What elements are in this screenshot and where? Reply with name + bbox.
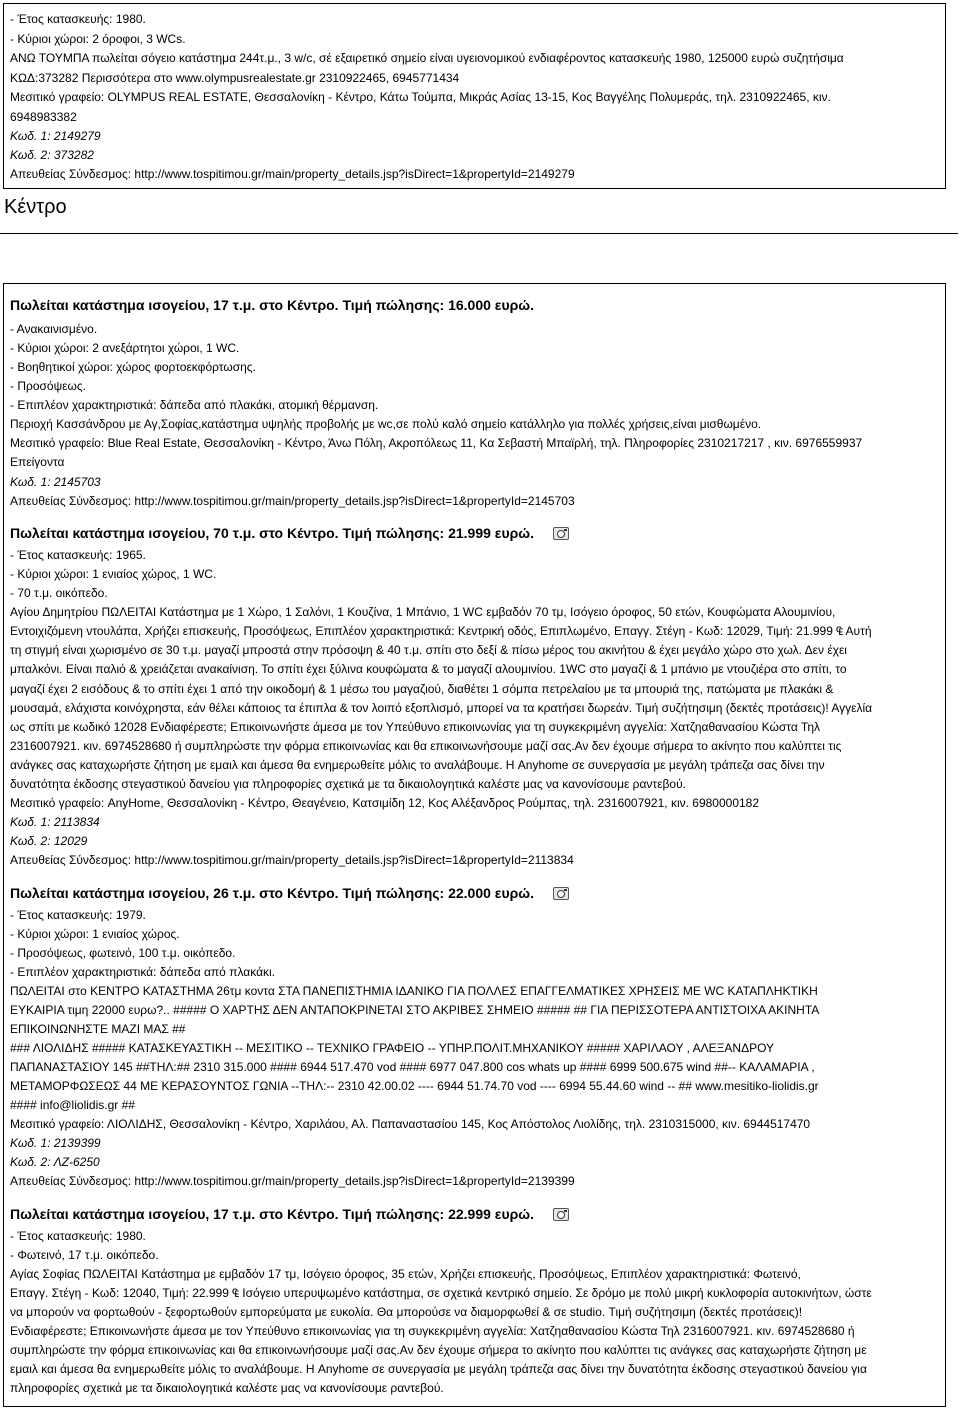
camera-icon[interactable] [553,1208,569,1221]
text-line: - Ανακαινισμένο. [10,322,98,336]
text-line: - Επιπλέον χαρακτηριστικά: δάπεδα από πλακάκι, ατομική θέρμανση. [10,398,379,412]
listing-title: Πωλείται κατάστημα ισογείου, 70 τ.μ. στο Κέντρο. Τιμή πώλησης: 21.999 ευρώ. [10,525,534,541]
direct-link[interactable]: Απευθείας Σύνδεσμος: http://www.tospitimou.gr/main/property_details.jsp?isDirect=1&propertyId=2139399 [10,1174,575,1188]
text-line: ΜΕΤΑΜΟΡΦΩΣΕΩΣ 44 ΜΕ ΚΕΡΑΣΟΥΝΤΟΣ ΓΩΝΙΑ --ΤΗΛ:-- 2310 42.00.02 ---- 6944 51.74.70 vod ---- 6994 55.44.60 wind -- ## www.mesitiko-liolidis.gr [10,1079,819,1093]
listing-title: Πωλείται κατάστημα ισογείου, 26 τ.μ. στο Κέντρο. Τιμή πώλησης: 22.000 ευρώ. [10,885,534,901]
code-1: Κωδ. 1: 2145703 [10,475,101,489]
text-line: - Επιπλέον χαρακτηριστικά: δάπεδα από πλακάκι. [10,965,276,979]
text-line: ΕΠΙΚΟΙΝΩΝΗΣΤΕ ΜΑΖΙ ΜΑΣ ## [10,1022,186,1036]
text-line: μουσαμά, ελάχιστα κοινόχρηστα, εάν θέλει κάποιος τα έπιπλα & τον λοιπό εξοπλισμό, μπορεί να τα κρατήσει δωρεάν. Τιμή συζήτησιμη (δεκτές προτάσεις)! Αγγελία [10,701,873,715]
agency-line: Μεσιτικό γραφείο: OLYMPUS REAL ESTATE, Θεσσαλονίκη - Κέντρο, Κάτω Τούμπα, Μικράς Ασίας 13-15, Κος Βαγγέλης Πολυμεράς, τηλ. 2310922465, κιν. [10,90,831,104]
text-line: δυνατότητα έκδοσης στεγαστικού δανείου για πληροφορίες σχετικά με τα δικαιολογητικά καλέστε μας να κανονίσουμε ραντεβού. [10,777,686,791]
text-line: - Κύριοι χώροι: 2 όροφοι, 3 WCs. [10,32,186,46]
text-line: - Κύριοι χώροι: 1 ενιαίος χώρος. [10,927,180,941]
text-line: 6948983382 [10,110,77,124]
text-line: - Έτος κατασκευής: 1965. [10,548,146,562]
agency-line: Μεσιτικό γραφείο: ΛΙΟΛΙΔΗΣ, Θεσσαλονίκη - Κέντρο, Χαριλάου, Αλ. Παπαναστασίου 145, Κος Απόστολος Λιολίδης, τηλ. 2310315000, κιν. 6944517470 [10,1117,811,1131]
text-line: ΠΩΛΕΙΤΑΙ στο ΚΕΝΤΡΟ ΚΑΤΑΣΤΗΜΑ 26τμ κοντα ΣΤΑ ΠΑΝΕΠΙΣΤΗΜΙΑ ΙΔΑΝΙΚΟ ΓΙΑ ΠΟΛΛΕΣ ΕΠΑΓΓΕΛΜΑΤΙΚΕΣ ΧΡΗΣΕΙΣ ΜΕ WC ΚΑΤΑΠΛΗΚΤΙΚΗ [10,984,818,998]
text-line: συμπληρώστε την φόρμα επικοινωνίας και θα επικοινωνήσουμε μαζί σας.Αν δεν έχουμε σήμερα το ακίνητο που καλύπτει τις ανάγκες σας καταχωρήστε ζήτηση με [10,1343,867,1357]
text-line: ΠΑΠΑΝΑΣΤΑΣΙΟΥ 145 ##ΤΗΛ:## 2310 315.000 #### 6944 517.470 vod #### 6977 047.800 cos whats up #### 6999 500.675 wind ##-- ΚΑΛΑΜΑΡΙΑ , [10,1060,815,1074]
text-line: - Έτος κατασκευής: 1980. [10,1229,146,1243]
text-line: να μπορούν να φορτωθούν - ξεφορτωθούν εμπορεύματα με ευκολία. Θα μπορούσε να διαμορφωθεί & σε studio. Τιμή συζήτησιμη (δεκτές προτάσεις)! [10,1305,803,1319]
camera-icon[interactable] [553,887,569,900]
text-line: ΑΝΩ ΤΟΥΜΠΑ πωλείται σόγειο κατάστημα 244τ.μ., 3 w/c, σέ εξαιρετικό σημείο είναι υγειονομικού ενδιαφέροντος κατασκευής 1980, 125000 ευρώ συζητήσιμα [10,51,844,65]
text-line: - Προσόψεως, φωτεινό, 100 τ.μ. οικόπεδο. [10,946,236,960]
text-line: μαγαζί έχει 2 εισόδους & το σπίτι έχει 1 από την οικοδομή & 1 μέσω του μαγαζιού, διαθέτει 1 σόμπα πετρελαίου με τα μπουριά της, πατώματα με πλακάκι & [10,682,834,696]
text-line: Επείγοντα [10,455,65,469]
code-1: Κωδ. 1: 2149279 [10,129,101,143]
direct-link[interactable]: Απευθείας Σύνδεσμος: http://www.tospitimou.gr/main/property_details.jsp?isDirect=1&propertyId=2113834 [10,853,574,867]
listing-title: Πωλείται κατάστημα ισογείου, 17 τ.μ. στο Κέντρο. Τιμή πώλησης: 16.000 ευρώ. [10,297,534,313]
text-line: εμαιλ και άμεσα θα ενημερωθείτε μόλις το αναλάβουμε. Η Anyhome σε συνεργασία με μεγάλη τράπεζα σας δίνει την δυνατότητα έκδοσης στεγαστικού δανείου για [10,1362,867,1376]
text-line: ως σπίτι με κωδικό 12028 Ενδιαφέρεστε; Επικοινωνήστε άμεσα με τον Υπεύθυνο επικοινωνίας για τη συγκεκριμένη αγγελία: Χατζηαθανασίου Κώστα Τηλ [10,720,821,734]
text-line: Εντοιχιζόμενη ντουλάπα, Χρήζει επισκευής, Προσόψεως, Επιπλέον χαρακτηριστικά: Κεντρική οδός, Επιπλωμένο, Επαγγ. Στέγη - Κωδ: 12029, Τιμή: 21.999 ₠ Αυτή [10,624,872,638]
section-divider [0,233,958,234]
text-line: Περιοχή Κασσάνδρου με Αγ,Σοφίας,κατάστημα υψηλής προβολής με wc,σε πολύ καλό σημείο κατάλληλο για πολλές χρήσεις,είναι μισθωμένο. [10,417,762,431]
text-line: - Έτος κατασκευής: 1980. [10,12,146,26]
text-line: μπαλκόνι. Είναι παλιό & χρειάζεται ανακαίνιση. Το σπίτι έχει ξύλινα κουφώματα & το μαγαζί αλουμινίου. 1WC στο μαγαζί & 1 μπάνιο με ντουζιέρα στο σπίτι, το [10,662,847,676]
code-2: Κωδ. 2: ΛΖ-6250 [10,1155,100,1169]
text-line: - 70 τ.μ. οικόπεδο. [10,586,108,600]
text-line: Αγίου Δημητρίου ΠΩΛΕΙΤΑΙ Κατάστημα με 1 Χώρο, 1 Σαλόνι, 1 Κουζίνα, 1 Μπάνιο, 1 WC εμβαδόν 70 τμ, Ισόγειο όροφος, 50 ετών, Κουφώματα Αλουμινίου, [10,605,836,619]
text-line: τη στιγμή είναι χωρισμένο σε 30 τ.μ. μαγαζί μπροστά στην πρόσοψη & 40 τ.μ. σπίτι στο δεξί & πίσω μέρος του ακινήτου & έχει μεγάλο χώρο στο χωλ. Δεν έχει [10,643,847,657]
text-line: πληροφορίες σχετικά με τα δικαιολογητικά καλέστε μας να κανονίσουμε ραντεβού. [10,1381,444,1395]
code-2: Κωδ. 2: 12029 [10,834,88,848]
direct-link[interactable]: Απευθείας Σύνδεσμος: http://www.tospitimou.gr/main/property_details.jsp?isDirect=1&propertyId=2145703 [10,494,575,508]
text-line: ### ΛΙΟΛΙΔΗΣ ##### ΚΑΤΑΣΚΕΥΑΣΤΙΚΗ -- ΜΕΣΙΤΙΚΟ -- ΤΕΧΝΙΚΟ ΓΡΑΦΕΙΟ -- ΥΠΗΡ.ΠΟΛΙΤ.ΜΗΧΑΝΙΚΟΥ ##### ΧΑΡΙΛΑΟΥ , ΑΛΕΞΑΝΔΡΟΥ [10,1041,775,1055]
code-1: Κωδ. 1: 2113834 [10,815,100,829]
text-line: Επαγγ. Στέγη - Κωδ: 12040, Τιμή: 22.999 ₠ Ισόγειο υπερυψωμένο κατάστημα, σε σχετικά κεντρικό σημείο. Σε δρόμο με πολύ μικρή κυκλοφορία αυτοκινήτων, ώστε [10,1286,872,1300]
agency-line: Μεσιτικό γραφείο: AnyHome, Θεσσαλονίκη - Κέντρο, Θεαγένειο, Κατσιμίδη 12, Κος Αλέξανδρος Ρούμπας, τηλ. 2316007921, κιν. 6980000182 [10,796,760,810]
text-line: ανάγκες σας καταχωρήστε ζήτηση με εμαιλ και άμεσα θα ενημερωθείτε μόλις το αναλάβουμε. Η Anyhome σε συνεργασία με μεγάλη τράπεζα σας δίνει την [10,758,825,772]
camera-icon[interactable] [553,527,569,540]
text-line: ΕΥΚΑΙΡΙΑ τιμη 22000 ευρω?.. ##### Ο ΧΑΡΤΗΣ ΔΕΝ ΑΝΤΑΠΟΚΡΙΝΕΤΑΙ ΣΤΟ ΑΚΡΙΒΕΣ ΣΗΜΕΙΟ ##### ## ΓΙΑ ΠΕΡΙΣΣΟΤΕΡΑ ΑΝΤΙΣΤΟΙΧΑ ΑΚΙΝΗΤΑ [10,1003,820,1017]
direct-link[interactable]: Απευθείας Σύνδεσμος: http://www.tospitimou.gr/main/property_details.jsp?isDirect=1&propertyId=2149279 [10,167,575,181]
code-2: Κωδ. 2: 373282 [10,148,94,162]
text-line: 2316007921. κιν. 6974528680 ή συμπληρώστε την φόρμα επικοινωνίας και θα επικοινωνήσουμε μαζί σας.Αν δεν έχουμε σήμερα το ακίνητο που καλύπτει τις [10,739,842,753]
agency-line: Μεσιτικό γραφείο: Blue Real Estate, Θεσσαλονίκη - Κέντρο, Άνω Πόλη, Ακροπόλεως 11, Κα Σεβαστή Μπαϊρλή, τηλ. Πληροφορίες 2310217217 , κιν. 6976559937 [10,436,863,450]
text-line: - Κύριοι χώροι: 1 ενιαίος χώρος, 1 WC. [10,567,217,581]
text-line: ΚΩΔ:373282 Περισσότερα στο www.olympusrealestate.gr 2310922465, 6945771434 [10,71,460,85]
text-line: - Φωτεινό, 17 τ.μ. οικόπεδο. [10,1248,159,1262]
section-heading: Κέντρο [4,196,67,218]
listing-title: Πωλείται κατάστημα ισογείου, 17 τ.μ. στο Κέντρο. Τιμή πώλησης: 22.999 ευρώ. [10,1206,534,1222]
section-header [0,192,960,237]
text-line: - Βοηθητικοί χώροι: χώρος φορτοεκφόρτωσης. [10,360,256,374]
text-line: #### info@liolidis.gr ## [10,1098,135,1112]
text-line: - Κύριοι χώροι: 2 ανεξάρτητοι χώροι, 1 WC. [10,341,240,355]
code-1: Κωδ. 1: 2139399 [10,1136,101,1150]
text-line: Αγίας Σοφίας ΠΩΛΕΙΤΑΙ Κατάστημα με εμβαδόν 17 τμ, Ισόγειο όροφος, 35 ετών, Χρήζει επισκευής, Προσόψεως, Επιπλέον χαρακτηριστικά: Φωτεινό, [10,1267,801,1281]
text-line: - Προσόψεως. [10,379,86,393]
text-line: - Έτος κατασκευής: 1979. [10,908,146,922]
text-line: Ενδιαφέρεστε; Επικοινωνήστε άμεσα με τον Υπεύθυνο επικοινωνίας για τη συγκεκριμένη αγγελία: Χατζηαθανασίου Κώστα Τηλ 2316007921. κιν. 6974528680 ή [10,1324,855,1338]
